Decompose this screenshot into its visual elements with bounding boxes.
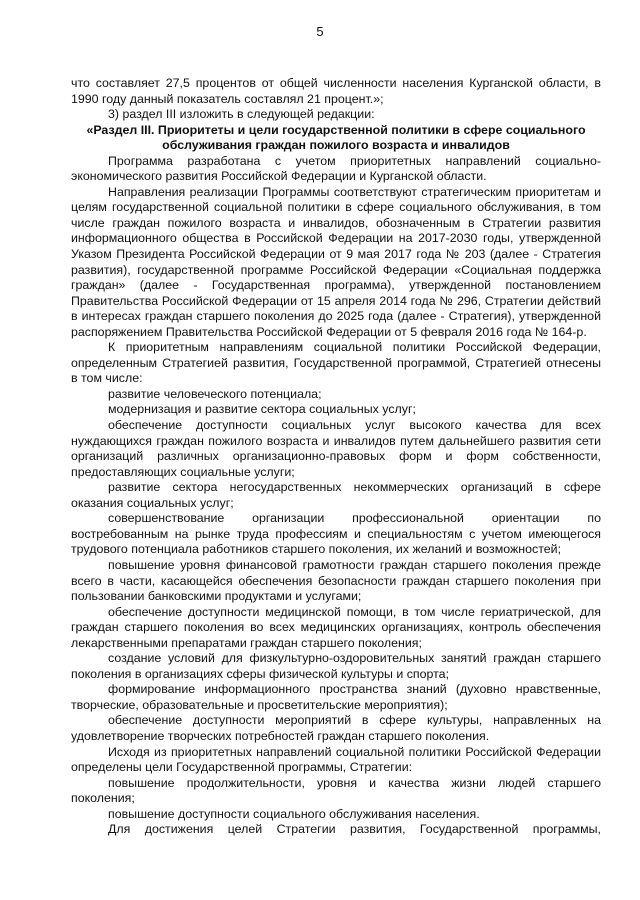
list-item: формирование информационного пространства знаний (духовно нравственные, творческие, образовательные и просветительские мероприятия); bbox=[71, 682, 601, 712]
section-heading: «Раздел III. Приоритеты и цели государственной политики в сфере социального обслуживания граждан пожилого возраста и инвалидов bbox=[86, 122, 586, 153]
list-item: повышение уровня финансовой грамотности граждан старшего поколения прежде всего в части, касающейся обеспечения безопасности граждан старшего поколения при пользовании банковскими продуктами и услугами; bbox=[71, 557, 601, 604]
list-item: создание условий для физкультурно-оздоровительных занятий граждан старшего поколения в организациях сферы физической культуры и спорта; bbox=[71, 651, 601, 681]
paragraph: К приоритетным направлениям социальной политики Российской Федерации, определенным Стратегией развития, Государственной программой, Стратегией отнесены в том числе: bbox=[71, 340, 601, 386]
document-body bbox=[71, 76, 601, 838]
list-item: совершенствование организации профессиональной ориентации по востребованным на рынке труда профессиям и специальностям с учетом имеющегося трудового потенциала работников старшего поколения, их желаний и возможностей; bbox=[71, 511, 601, 557]
list-item: обеспечение доступности мероприятий в сфере культуры, направленных на удовлетворение творческих потребностей граждан старшего поколения. bbox=[71, 713, 601, 743]
list-item: повышение доступности социального обслуживания населения. bbox=[108, 806, 480, 821]
list-item: обеспечение доступности медицинской помощи, в том числе гериатрической, для граждан старшего поколения во всех медицинских организациях, контроль обеспечения лекарственными препаратами граждан старшего поколения; bbox=[71, 604, 601, 650]
list-item: развитие человеческого потенциала; bbox=[108, 386, 322, 401]
list-item: развитие сектора негосударственных некоммерческих организаций в сфере оказания социальных услуг; bbox=[71, 480, 601, 510]
paragraph: Исходя из приоритетных направлений социальной политики Российской Федерации определены цели Государственной программы, Стратегии: bbox=[71, 744, 601, 775]
list-item: модернизация и развитие сектора социальных услуг; bbox=[108, 402, 416, 417]
page-number: 5 bbox=[316, 24, 324, 39]
paragraph: Направления реализации Программы соответствуют стратегическим приоритетам и целям государственной социальной политики в сфере социального обслуживания, в том числе граждан пожилого возраста и инвалидов, обозначенным в Стратегии развития информационного общества в Российской Федерации на 2017-2030 годы, утвержденной Указом Президента Российской Федерации от 9 мая 2017 года № 203 (далее - Стратегия развития), государственной программе Российской Федерации «Социальная поддержка граждан» (далее - Государственная программа), утвержденной постановлением Правительства Российской Федерации от 15 апреля 2014 года № 296, Стратегии действий в интересах граждан старшего поколения до 2025 года (далее - Стратегия), утвержденной распоряжением Правительства Российской Федерации от 5 февраля 2016 года № 164-р. bbox=[71, 184, 601, 339]
paragraph-amendment-item: 3) раздел III изложить в следующей редакции: bbox=[108, 107, 375, 122]
paragraph: Программа разработана с учетом приоритетных направлений социально-экономического развития Российской Федерации и Курганской области. bbox=[71, 153, 601, 184]
list-item: обеспечение доступности социальных услуг высокого качества для всех нуждающихся граждан пожилого возраста и инвалидов путем дальнейшего развития сети организаций различных организационно-правовых форм и форм собственности, предоставляющих социальные услуги; bbox=[71, 418, 601, 479]
paragraph-continuation: что составляет 27,5 процентов от общей численности населения Курганской области, в 1990 году данный показатель составлял 21 процент.»; bbox=[71, 76, 601, 106]
paragraph: Для достижения целей Стратегии развития, Государственной программы, bbox=[108, 822, 601, 837]
list-item: повышение продолжительности, уровня и качества жизни людей старшего поколения; bbox=[71, 775, 601, 806]
